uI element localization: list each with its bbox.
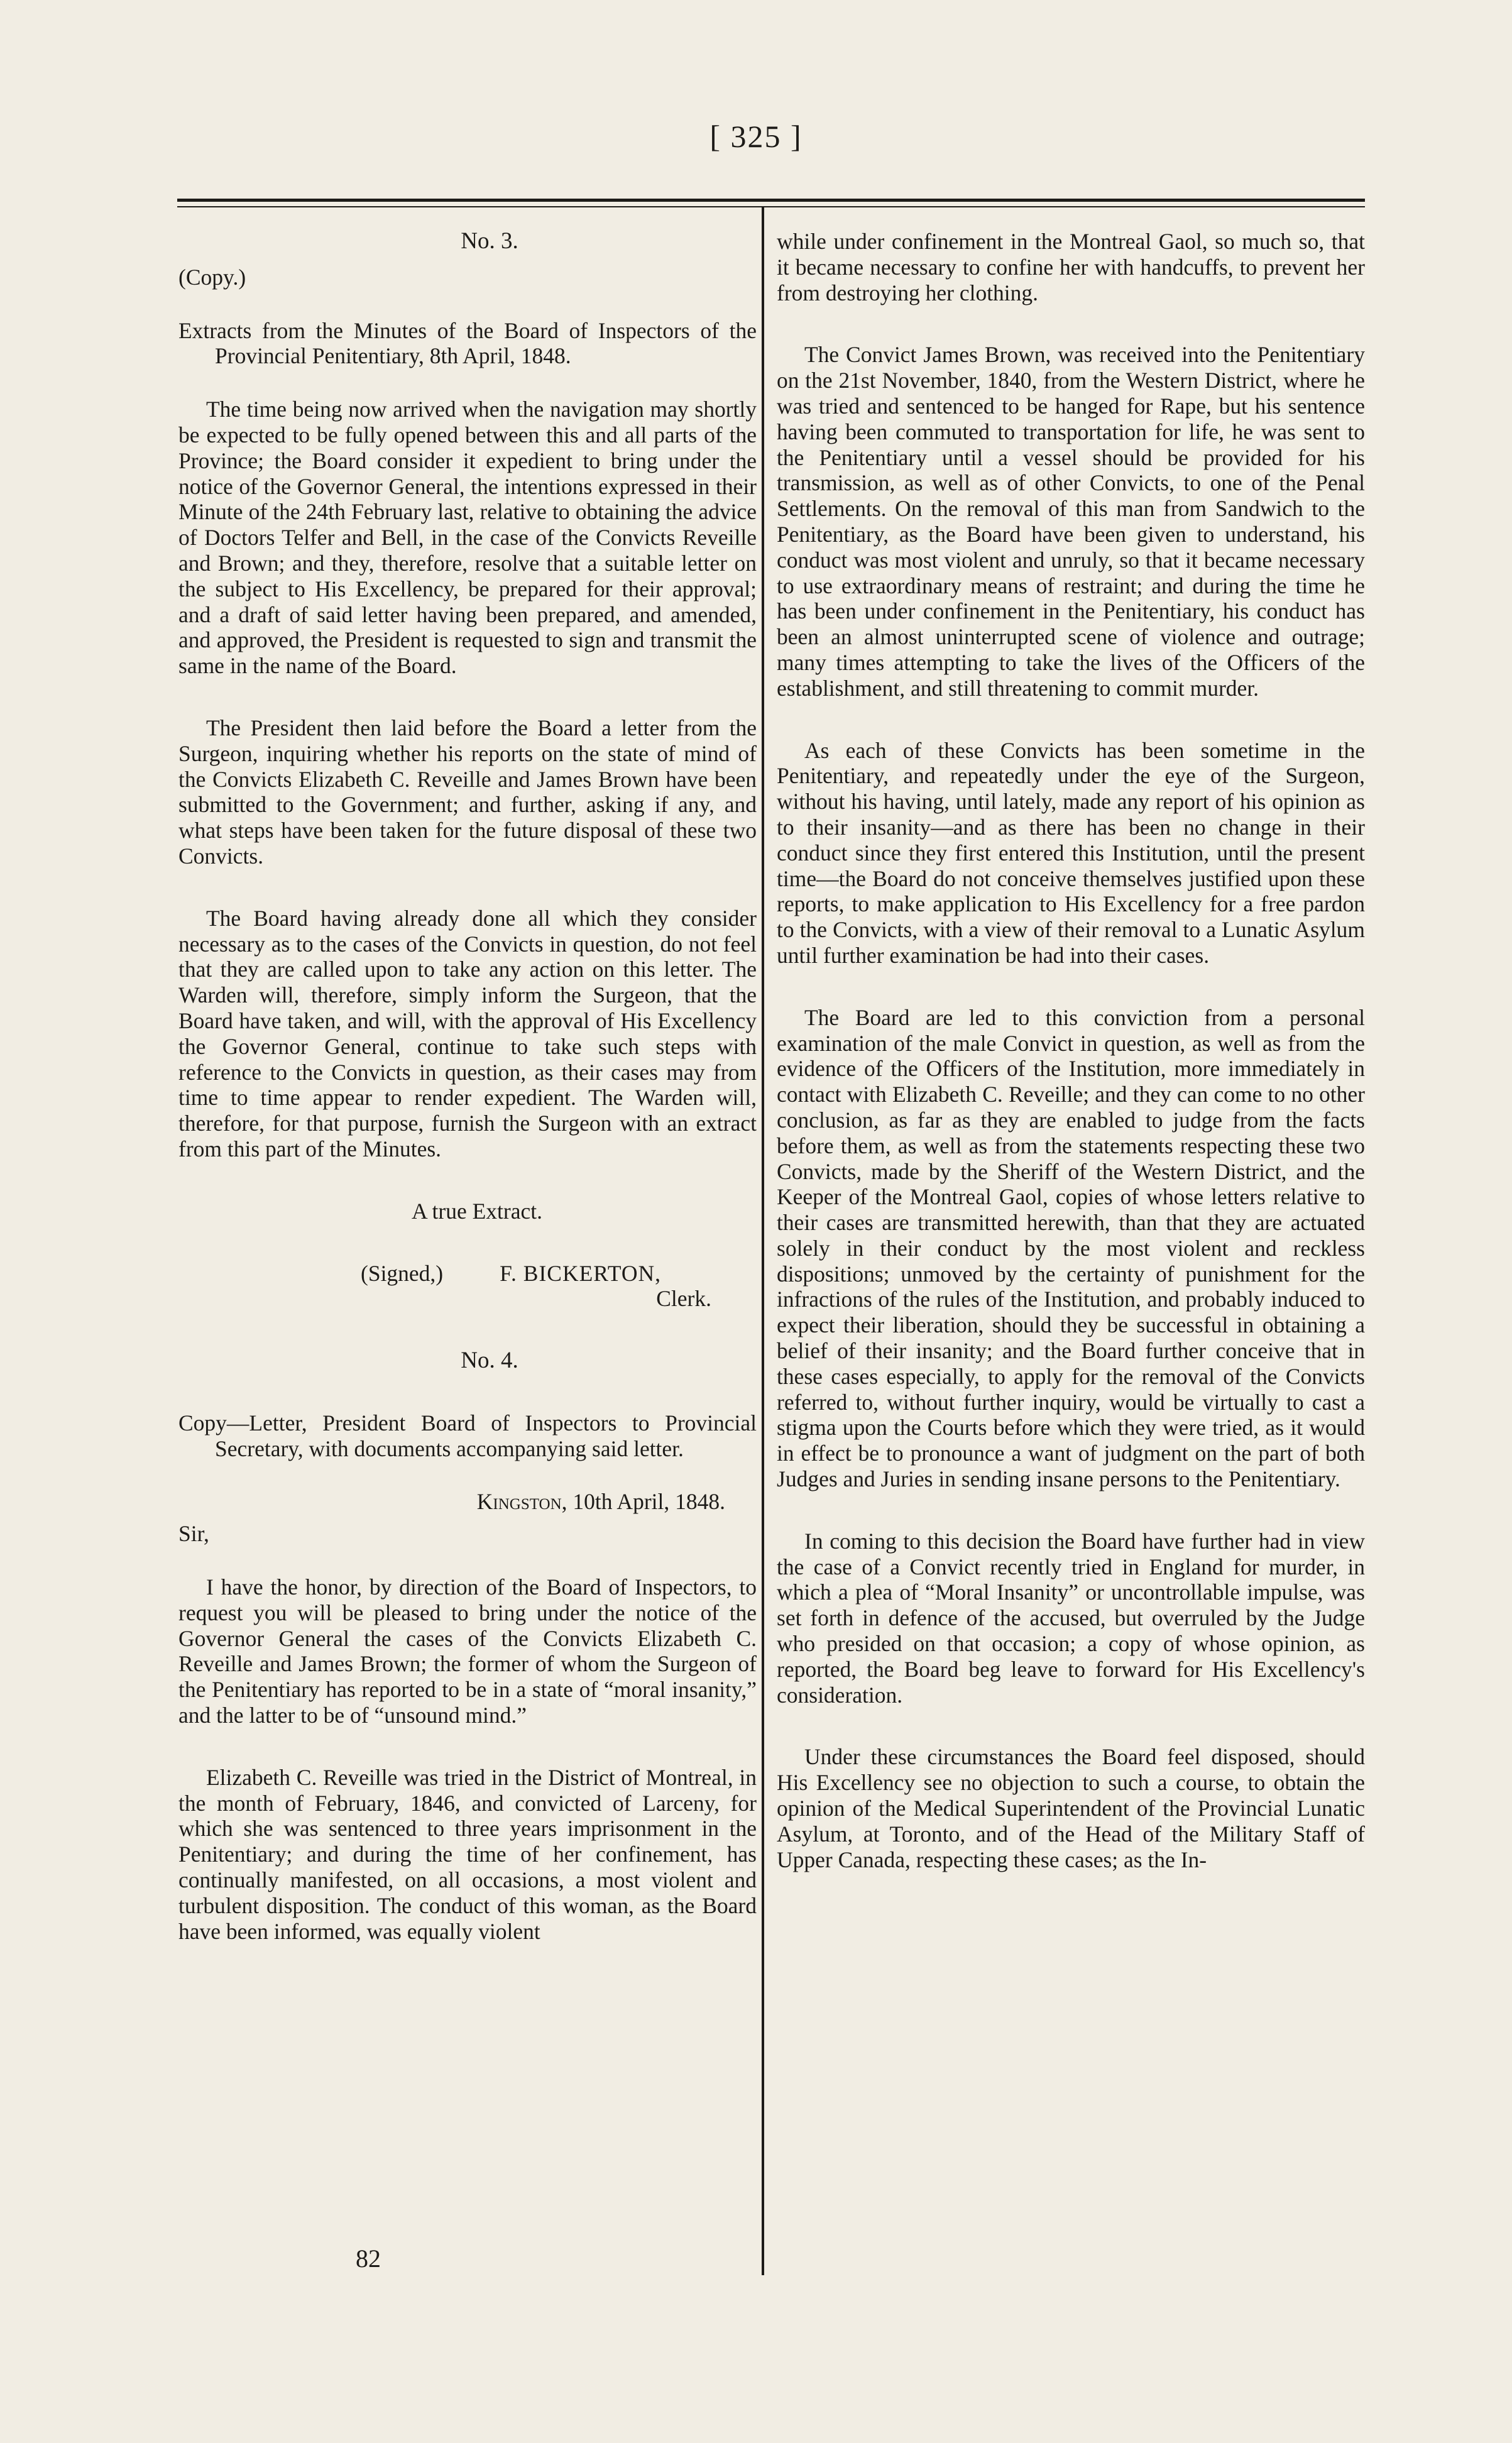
letter-paragraph-4: As each of these Convicts has been sometime in the Penitentiary, and repeatedly under the eye of the Surgeon, without his having, until lately, made any report of his opinion as to their insanity—and as there has been no change in their conduct since they first entered this Institution, until the present time—the Board do not conceive themselves justified upon these reports, to make application to His Excellency for a free pardon to the Convicts, with a view of their removal to a Lunatic Asylum until further examination be had into their cases. [777,737,1365,968]
section-heading-no4: No. 4. [461,1348,518,1374]
printer-signature-mark: 82 [356,2244,381,2273]
letter-salutation: Sir, [178,1521,209,1547]
right-column [777,229,1365,1872]
minutes-paragraph-2: The President then laid before the Board a letter from the Surgeon, inquiring whether his reports on the state of mind of the Convicts Elizabeth C. Reveille and James Brown have been submitted to the Government; and further, asking if any, and what steps have been taken for the future disposal of these two Convicts. [178,715,757,869]
letter-paragraph-1: I have the honor, by direction of the Board of Inspectors, to request you will be pleased to bring under the notice of the Governor General the cases of the Convicts Elizabeth C. Reveille and James Brown; the former of whom the Surgeon of the Penitentiary has reported to be in a state of “moral insanity,” and the latter to be of “unsound mind.” [178,1574,757,1728]
letter-place: Kingston, [476,1489,567,1515]
copy-label: (Copy.) [178,264,246,290]
letter-dateline [178,1489,757,1515]
signer-title: Clerk. [656,1286,711,1312]
column-divider [762,207,764,2275]
letter-paragraph-5: The Board are led to this conviction from a personal examination of the male Convict in question, as well as from the evidence of the Officers of the Institution, more immediately in contact with Elizabeth C. Reveille; and they can come to no other conclusion, as far as they are enabled to judge from the facts before them, as well as from the statements respecting these two Convicts, made by the Sheriff of the Western District, and the Keeper of the Montreal Gaol, copies of whose letters relative to their cases are transmitted herewith, than that they are actuated solely in their conduct by the most violent and reckless dispositions; unmoved by the certainty of punishment for the infractions of the rules of the Institution, and probably induced to expect their liberation, should they be successful in obtaining a belief of their insanity; and the Board further conceive that in these cases especially, to apply for the removal of the Convicts referred to, without further inquiry, would be virtually to cast a stigma upon the Courts before which they were tried, as it would in effect be to pronounce a want of judgment on the part of both Judges and Juries in sending insane persons to the Penitentiary. [777,1004,1365,1492]
header-rule-thin [177,206,1365,207]
signer-name: F. BICKERTON, [500,1260,662,1286]
letter-title: Copy—Letter, President Board of Inspectors to Provincial Secretary, with documents accompanying said letter. [178,1410,757,1461]
letter-paragraph-6: In coming to this decision the Board have further had in view the case of a Convict recently tried in England for murder, in which a plea of “Moral Insanity” or uncontrollable impulse, was set forth in defence of the accused, but overruled by the Judge who presided on that occasion; a copy of whose opinion, as reported, the Board beg leave to forward for His Excellency's consideration. [777,1528,1365,1708]
letter-paragraph-2: Elizabeth C. Reveille was tried in the District of Montreal, in the month of February, 1846, and convicted of Larceny, for which she was sentenced to three years imprisonment in the Penitentiary; and during the time of her confinement, has continually manifested, on all occasions, a most violent and turbulent disposition. The conduct of this woman, as the Board have been informed, was equally violent [178,1764,757,1944]
section-heading-no3: No. 3. [461,228,518,254]
header-rule [177,199,1365,202]
page-number: [ 325 ] [709,119,803,154]
signature-line [178,1261,757,1287]
minutes-paragraph-3: The Board having already done all which they consider necessary as to the cases of the Convicts in question, do not feel that they are called upon to take any action on this letter. The Warden will, therefore, simply inform the Surgeon, that the Board have taken, and will, with the approval of His Excellency the Governor General, continue to take such steps with reference to the Convicts in question, as their cases may from time to time appear to render expedient. The Warden will, therefore, for that purpose, furnish the Surgeon with an extract from this part of the Minutes. [178,905,757,1161]
letter-paragraph-3: The Convict James Brown, was received into the Penitentiary on the 21st November, 1840, from the Western District, where he was tried and sentenced to be hanged for Rape, but his sentence having been commuted to transportation for life, he was sent to the Penitentiary until a vessel should be provided for his transmission, as well as of other Convicts, to one of the Penal Settlements. On the removal of this man from Sandwich to the Penitentiary, as the Board have been given to understand, his conduct was most violent and unruly, so that it became necessary to use extraordinary means of restraint; and during the time he has been under confinement in the Penitentiary, his conduct has been an almost uninterrupted scene of violence and outrage; many times attempting to take the lives of the Officers of the establishment, and still threatening to commit murder. [777,342,1365,701]
minutes-paragraph-1: The time being now arrived when the navigation may shortly be expected to be fully opened between this and all parts of the Province; the Board consider it expedient to bring under the notice of the Governor General, the intentions expressed in their Minute of the 24th February last, relative to obtaining the advice of Doctors Telfer and Bell, in the case of the Convicts Reveille and Brown; and they, therefore, resolve that a suitable letter on the subject to His Excellency, be prepared for their approval; and a draft of said letter having been prepared, and amended, and approved, the President is requested to sign and transmit the same in the name of the Board. [178,397,757,679]
left-column [178,229,757,1944]
letter-date: 10th April, 1848. [572,1489,725,1515]
extracts-title: Extracts from the Minutes of the Board of Inspectors of the Provincial Penitentiary, 8th April, 1848. [178,317,757,369]
true-extract-line: A true Extract. [412,1198,542,1224]
letter-paragraph-2-continued: while under confinement in the Montreal Gaol, so much so, that it became necessary to confine her with handcuffs, to prevent her from destroying her clothing. [777,229,1365,305]
signed-label: (Signed,) [361,1260,444,1286]
letter-paragraph-7: Under these circumstances the Board feel disposed, should His Excellency see no objection to such a course, to obtain the opinion of the Medical Superintendent of the Provincial Lunatic Asylum, at Toronto, and of the Head of the Military Staff of Upper Canada, respecting these cases; as the In- [777,1744,1365,1872]
